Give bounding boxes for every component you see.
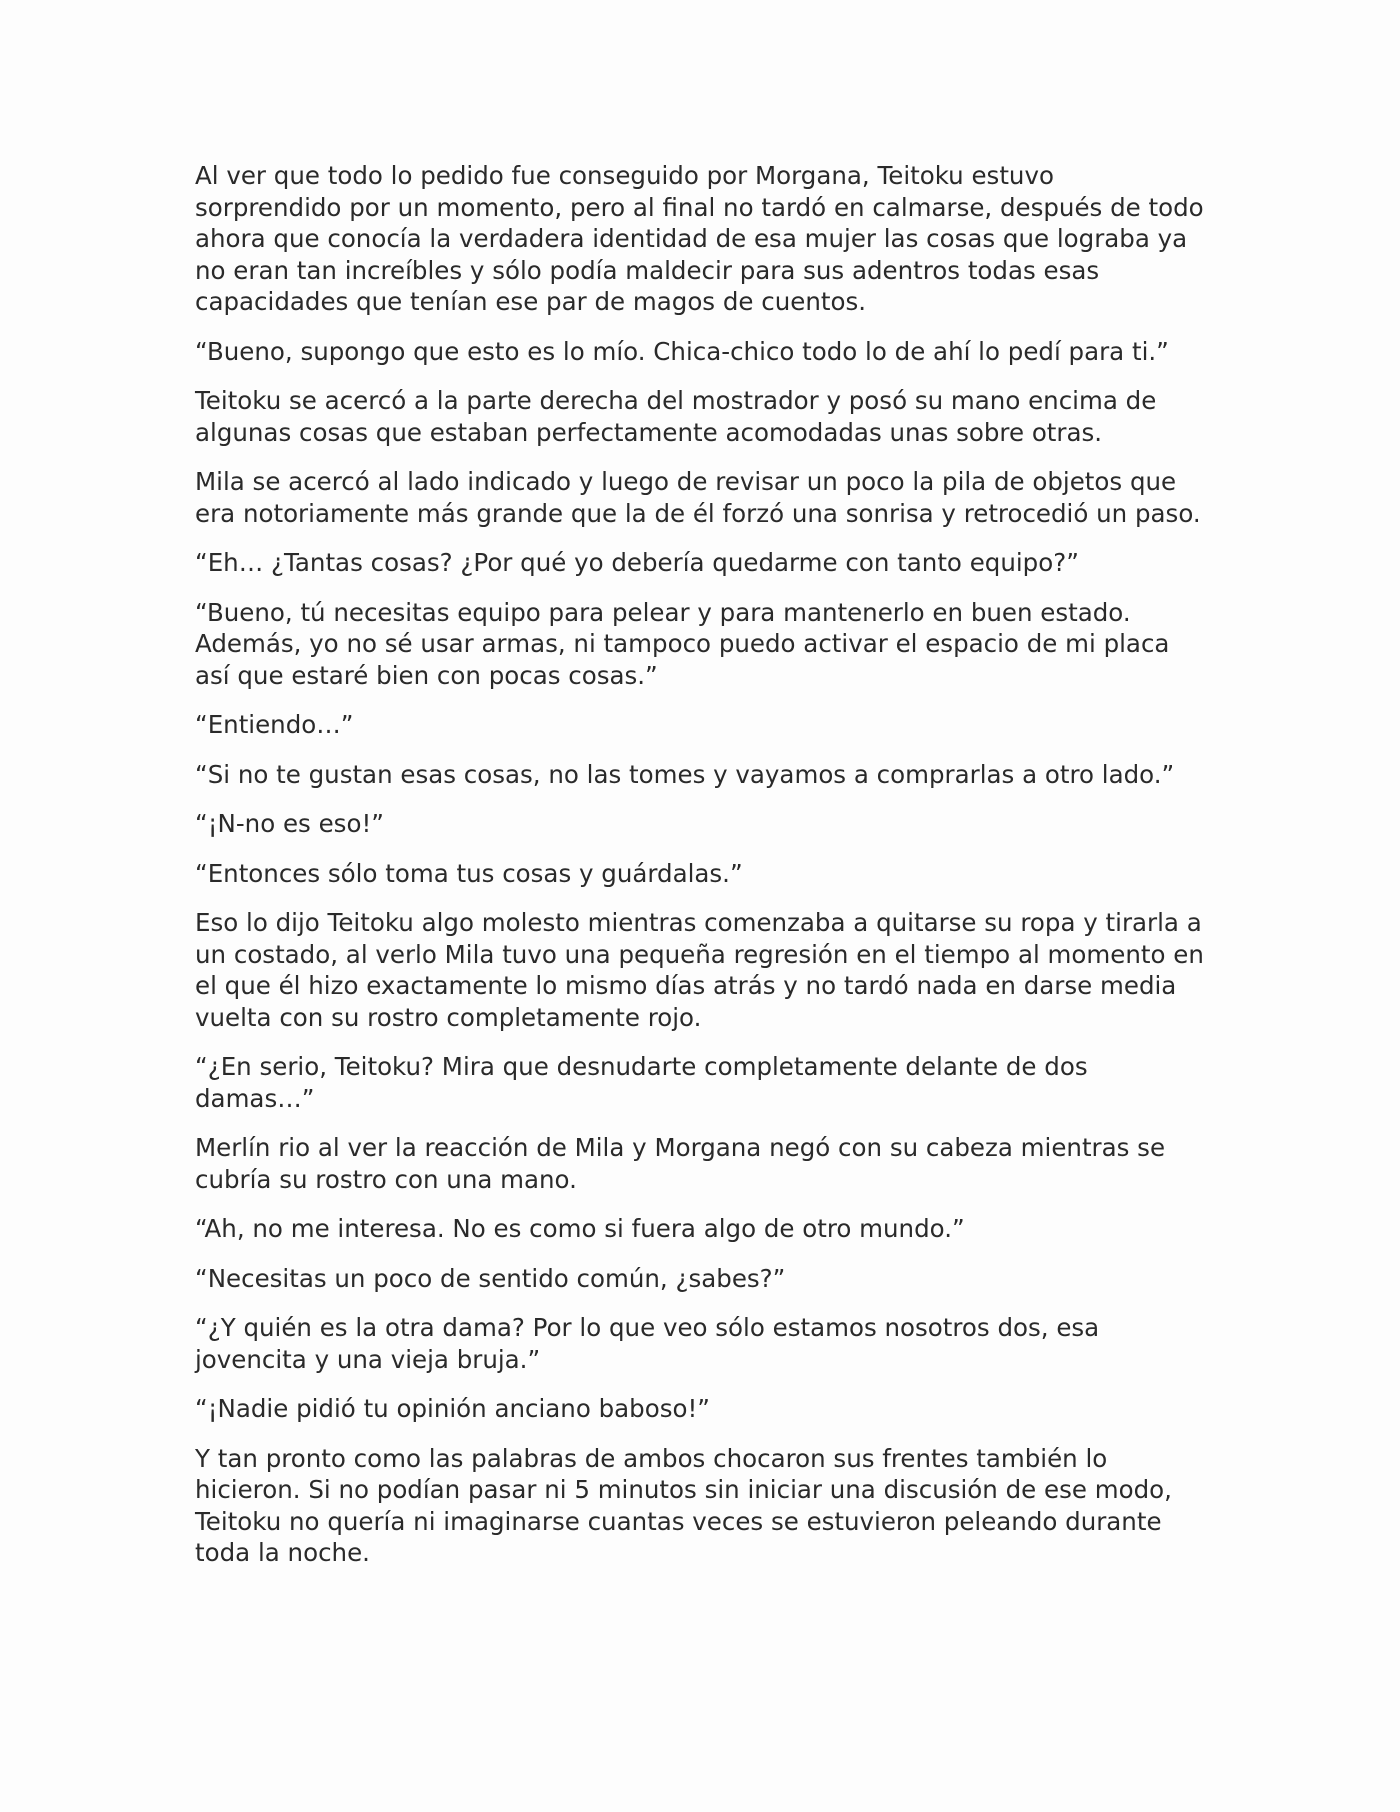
dialogue-paragraph: “Si no te gustan esas cosas, no las tomes y vayamos a comprarlas a otro lado.” bbox=[195, 759, 1175, 789]
paragraph: Teitoku se acercó a la parte derecha del mostrador y posó su mano encima de algunas cosas que estaban perfectamente acomodadas unas sobre otras. bbox=[195, 386, 1157, 447]
paragraph: Merlín rio al ver la reacción de Mila y Morgana negó con su cabeza mientras se cubría su rostro con una mano. bbox=[195, 1133, 1166, 1194]
dialogue-paragraph: “Bueno, tú necesitas equipo para pelear y para mantenerlo en buen estado. Además, yo no sé usar armas, ni tampoco puedo activar el espacio de mi placa así que estaré bien con pocas cosas.” bbox=[195, 597, 1170, 690]
dialogue-paragraph: “Entonces sólo toma tus cosas y guárdalas.” bbox=[195, 858, 743, 888]
paragraph: Al ver que todo lo pedido fue conseguido por Morgana, Teitoku estuvo sorprendido por un momento, pero al final no tardó en calmarse, después de todo ahora que conocía la verdadera identidad de esa mujer las cosas que lograba ya no eran tan increíbles y sólo podía maldecir para sus adentros todas esas capacidades que tenían ese par de magos de cuentos. bbox=[195, 161, 1204, 316]
dialogue-paragraph: “Ah, no me interesa. No es como si fuera algo de otro mundo.” bbox=[195, 1214, 965, 1243]
dialogue-paragraph: “¡Nadie pidió tu opinión anciano baboso!” bbox=[195, 1394, 710, 1423]
dialogue-paragraph: “Necesitas un poco de sentido común, ¿sabes?” bbox=[195, 1263, 786, 1293]
dialogue-paragraph: “¿En serio, Teitoku? Mira que desnudarte completamente delante de dos damas…” bbox=[195, 1052, 1088, 1113]
dialogue-paragraph: “¡N-no es eso!” bbox=[195, 809, 384, 838]
dialogue-paragraph: “Bueno, supongo que esto es lo mío. Chica-chico todo lo de ahí lo pedí para ti.” bbox=[195, 336, 1169, 366]
paragraph: Mila se acercó al lado indicado y luego de revisar un poco la pila de objetos que era notoriamente más grande que la de él forzó una sonrisa y retrocedió un paso. bbox=[195, 467, 1201, 528]
document-body bbox=[195, 160, 1207, 1587]
dialogue-paragraph: “¿Y quién es la otra dama? Por lo que veo sólo estamos nosotros dos, esa jovencita y una vieja bruja.” bbox=[195, 1313, 1100, 1374]
paragraph: Eso lo dijo Teitoku algo molesto mientras comenzaba a quitarse su ropa y tirarla a un costado, al verlo Mila tuvo una pequeña regresión en el tiempo al momento en el que él hizo exactamente lo mismo días atrás y no tardó nada en darse media vuelta con su rostro completamente rojo. bbox=[195, 908, 1204, 1032]
dialogue-paragraph: “Eh… ¿Tantas cosas? ¿Por qué yo debería quedarme con tanto equipo?” bbox=[195, 548, 1079, 577]
paragraph: Y tan pronto como las palabras de ambos chocaron sus frentes también lo hicieron. Si no podían pasar ni 5 minutos sin iniciar una discusión de ese modo, Teitoku no quería ni imaginarse cuantas veces se estuvieron peleando durante toda la noche. bbox=[195, 1443, 1172, 1567]
dialogue-paragraph: “Entiendo…” bbox=[195, 710, 354, 739]
